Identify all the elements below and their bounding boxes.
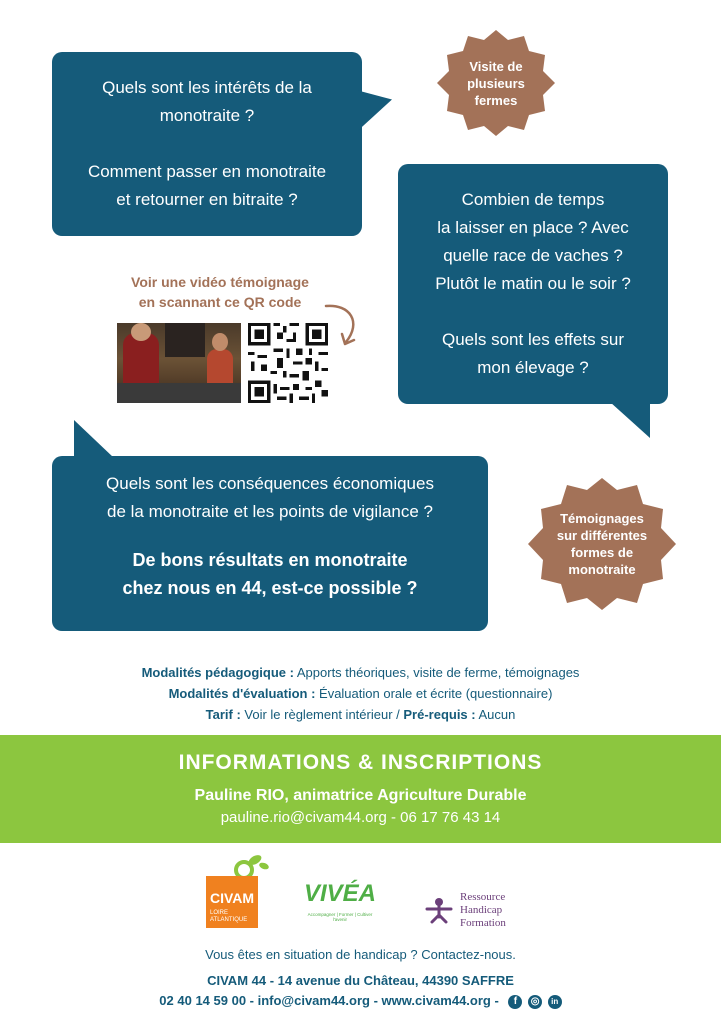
contact-line <box>0 993 721 1009</box>
visite-fermes-badge <box>435 30 557 136</box>
contact-details[interactable]: 02 40 14 59 00 - info@civam44.org - www.civam44.org - <box>159 993 499 1008</box>
instagram-icon[interactable]: ◎ <box>528 995 542 1009</box>
informations-banner <box>0 735 721 843</box>
qr-caption: Voir une vidéo témoignage en scannant ce QR code <box>131 274 309 310</box>
bubble-text: Quels sont les intérêts de la <box>102 78 312 97</box>
bubble-text: Comment passer en monotraite <box>87 162 327 181</box>
bubble-text: de la monotraite et les points de vigilance ? <box>106 502 434 521</box>
bubble-text: mon élevage ? <box>477 358 589 377</box>
bubble-text: la laisser en place ? Avec <box>437 218 629 237</box>
bubble-text: Combien de temps <box>461 190 605 209</box>
badge-text: Témoignages sur différentes formes de monotraite <box>556 511 648 577</box>
bubble-text: De bons résultats en monotraite <box>132 550 408 570</box>
bubble-tail <box>610 402 650 438</box>
banner-heading: INFORMATIONS & INSCRIPTIONS <box>178 751 543 774</box>
ressource-handicap-formation-logo[interactable]: Ressource Handicap Formation <box>420 883 538 933</box>
handicap-notice: Vous êtes en situation de handicap ? Contactez-nous. <box>205 947 516 962</box>
linkedin-icon[interactable]: in <box>548 995 562 1009</box>
contact-name: Pauline RIO, animatrice Agriculture Durable <box>194 787 527 804</box>
tarif-prerequis: Tarif : Voir le règlement intérieur / Pré-requis : Aucun <box>205 707 516 722</box>
bubble-text: Quels sont les conséquences économiques <box>106 474 434 493</box>
badge-text: Visite de plusieurs fermes <box>467 58 525 108</box>
bubble-text: monotraite ? <box>159 106 255 125</box>
bubble-tail <box>74 420 114 458</box>
bubble-tail <box>358 81 392 130</box>
civam-logo[interactable]: CIVAM LOIRE ATLANTIQUE <box>200 852 270 932</box>
bubble-text: Quels sont les effets sur <box>441 330 625 349</box>
bubble-text: et retourner en bitraite ? <box>116 190 298 209</box>
bubble-text: chez nous en 44, est-ce possible ? <box>122 578 418 598</box>
vivea-logo-text: VIVÉA <box>303 880 377 907</box>
facebook-icon[interactable]: f <box>508 995 522 1009</box>
bubble-text: quelle race de vaches ? <box>443 246 623 265</box>
contact-email-phone[interactable]: pauline.rio@civam44.org - 06 17 76 43 14 <box>220 809 501 826</box>
modalites-evaluation: Modalités d'évaluation : Évaluation orale et écrite (questionnaire) <box>168 686 553 701</box>
vivea-logo[interactable]: VIVÉA Accompagner | Former | Cultiver l'avenir <box>300 880 380 930</box>
question-bubble-economie <box>52 456 488 631</box>
temoignages-badge <box>526 478 678 610</box>
civam-logo-text: CIVAM <box>209 890 255 906</box>
testimonial-video-photo[interactable] <box>117 323 241 403</box>
modalites-pedagogique: Modalités pédagogique : Apports théoriques, visite de ferme, témoignages <box>141 665 580 680</box>
question-bubble-duree <box>398 164 668 404</box>
bubble-text: Plutôt le matin ou le soir ? <box>435 274 631 293</box>
address: CIVAM 44 - 14 avenue du Château, 44390 SAFFRE <box>207 973 514 988</box>
question-bubble-interets <box>52 52 362 236</box>
qr-code[interactable] <box>248 323 328 403</box>
people-icon <box>424 895 454 925</box>
